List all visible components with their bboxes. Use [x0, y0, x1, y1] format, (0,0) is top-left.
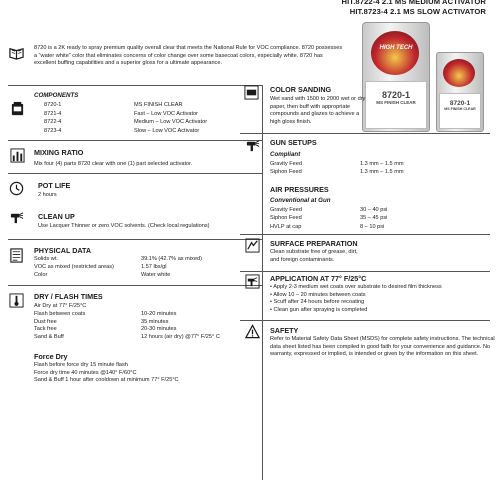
divider	[240, 320, 490, 321]
small-can-code: 8720-1	[449, 100, 471, 107]
can-label	[365, 81, 427, 129]
physical-list	[34, 256, 259, 280]
list-item: Flash between coats 10-20 minutes	[34, 310, 177, 317]
list-item: 8721-4 Fast – Low VOC Activator	[44, 110, 199, 117]
can-name: MS FINISH CLEAR	[376, 100, 416, 105]
product-image	[358, 18, 488, 133]
large-can	[362, 22, 430, 132]
list-item: • Scuff after 24 hours before recoating	[270, 299, 365, 306]
list-item: Sand & Buff 1 hour after cooldown at minimum 77° F/25°C	[34, 377, 179, 384]
divider	[8, 285, 263, 286]
mixing-title: MIXING RATIO	[34, 148, 84, 157]
list-item: Gravity Feed 1.3 mm – 1.5 mm	[270, 161, 404, 167]
intro-text: 8720 is a 2K ready to spray premium quality overall clear that meets the National Rule for VOC compliance. 8720 possesses a “water white” color that eliminates concerns of color change over some basecoat colors, especially white. 8720 has excellent buffing capabilities and a superior gloss for a ultimate appearance.	[34, 45, 343, 67]
list-item: • Apply 2-3 medium wet coats over substrate to desired film thickness	[270, 284, 442, 290]
gun-list	[270, 161, 485, 178]
column-divider	[262, 85, 263, 480]
safety-title: SAFETY	[270, 326, 299, 335]
sanding-block-icon	[244, 85, 259, 100]
gun-subtitle: Compliant	[270, 151, 301, 158]
mixing-bars-icon	[10, 148, 25, 163]
application-list	[270, 284, 495, 314]
list-item: • Allow 10 – 20 minutes between coats	[270, 291, 366, 298]
application-title: APPLICATION AT 77° F/25°C	[270, 274, 367, 283]
clock-icon	[9, 181, 24, 196]
list-item: Color Water white	[34, 271, 171, 278]
divider	[8, 85, 263, 86]
divider	[240, 234, 490, 235]
mixing-text: Mix four (4) parts 8720 clear with one (1) part selected activator.	[34, 161, 193, 167]
list-item: Tack free 20-30 minutes	[34, 326, 177, 333]
components-title: COMPONENTS	[34, 92, 79, 99]
divider	[8, 239, 263, 240]
components-list	[34, 102, 254, 137]
brand-name: HIGH TECH	[379, 45, 413, 51]
list-item: Gravity Feed 30 – 40 psi	[270, 207, 388, 213]
potlife-title: POT LIFE	[38, 181, 71, 190]
cleanup-text: Use Lacquer Thinner or zero VOC solvents. (Check local regulations)	[38, 223, 210, 229]
list-item: Siphon Feed 35 – 45 psi	[270, 215, 388, 222]
list-item: Flash before force dry 15 minute flash	[34, 362, 128, 368]
safety-warning-icon	[245, 324, 260, 339]
sanding-title: COLOR SANDING	[270, 85, 332, 94]
divider	[240, 133, 490, 134]
air-subtitle: Conventional at Gun	[270, 197, 331, 204]
application-gun-icon	[245, 274, 260, 289]
safety-text: Refer to Material Safety Data Sheet (MSDS) for complete safety instructions. The technical data sheet listed has been compiled in good faith for your convenience and guidance. No warranty, expressed or implied, is intended or given by the information on this sheet.	[270, 336, 495, 358]
list-item: Solids wt. 39.1% (42.7% as mixed)	[34, 256, 202, 262]
header-line-2: HIT.8723-4 2.1 MS SLOW ACTIVATOR	[349, 7, 486, 16]
cleanup-title: CLEAN UP	[38, 212, 75, 221]
divider	[8, 173, 263, 174]
spray-gun-icon	[9, 210, 24, 225]
spray-gun-icon	[245, 138, 260, 153]
data-sheet-icon	[9, 248, 24, 263]
physical-title: PHYSICAL DATA	[34, 246, 92, 255]
dry-list	[34, 303, 259, 342]
potlife-text: 2 hours	[38, 192, 57, 198]
forcedry-title: Force Dry	[34, 352, 68, 361]
forcedry-list	[34, 362, 259, 385]
list-item: HVLP at cap 8 – 10 psi	[270, 223, 385, 230]
list-item: • Clean gun after spraying is completed	[270, 306, 368, 313]
small-can-label	[439, 93, 481, 129]
air-list	[270, 207, 485, 232]
gun-title: GUN SETUPS	[270, 138, 317, 147]
book-icon	[9, 45, 24, 60]
header-line-1: HIT.8722-4 2.1 MS MEDIUM ACTIVATOR	[341, 0, 486, 6]
divider	[240, 271, 490, 272]
divider	[8, 140, 263, 141]
small-can	[436, 52, 484, 132]
brand-logo	[371, 31, 419, 75]
thermometer-icon	[9, 293, 24, 308]
list-item: Force dry time 40 minutes @140° F/60°C	[34, 369, 137, 376]
surface-prep-icon	[245, 238, 260, 253]
surface-text: Clean substrate free of grease, dirt, and foreign contaminants.	[270, 249, 358, 263]
list-item: 8722-4 Medium – Low VOC Activator	[44, 119, 208, 126]
list-item: Dust free 35 minutes	[34, 318, 169, 325]
list-item: 8723-4 Slow – Low VOC Activator	[44, 128, 200, 135]
air-title: AIR PRESSURES	[270, 185, 329, 194]
list-item: Siphon Feed 1.3 mm – 1.5 mm	[270, 169, 404, 176]
dry-title: DRY / FLASH TIMES	[34, 292, 103, 301]
sanding-text: Wet sand with 1500 to 2000 wet or dry paper, then buff with appropriate compounds and glazes to achieve a high gloss finish.	[270, 96, 366, 125]
list-item: Air Dry at 77° F/25°C	[34, 303, 87, 309]
paint-can-icon	[10, 101, 25, 116]
list-item: 8720-1 MS FINISH CLEAR	[44, 102, 183, 108]
list-item: VOC as mixed (restricted areas) 1.57 lbs/gl	[34, 263, 167, 270]
small-brand-logo	[443, 59, 475, 87]
can-code: 8720-1	[381, 90, 411, 100]
list-item: Sand & Buff 12 hours (air dry) @77° F/25° C	[34, 334, 220, 341]
small-can-name: MS FINISH CLEAR	[444, 107, 476, 111]
surface-title: SURFACE PREPARATION	[270, 239, 358, 248]
